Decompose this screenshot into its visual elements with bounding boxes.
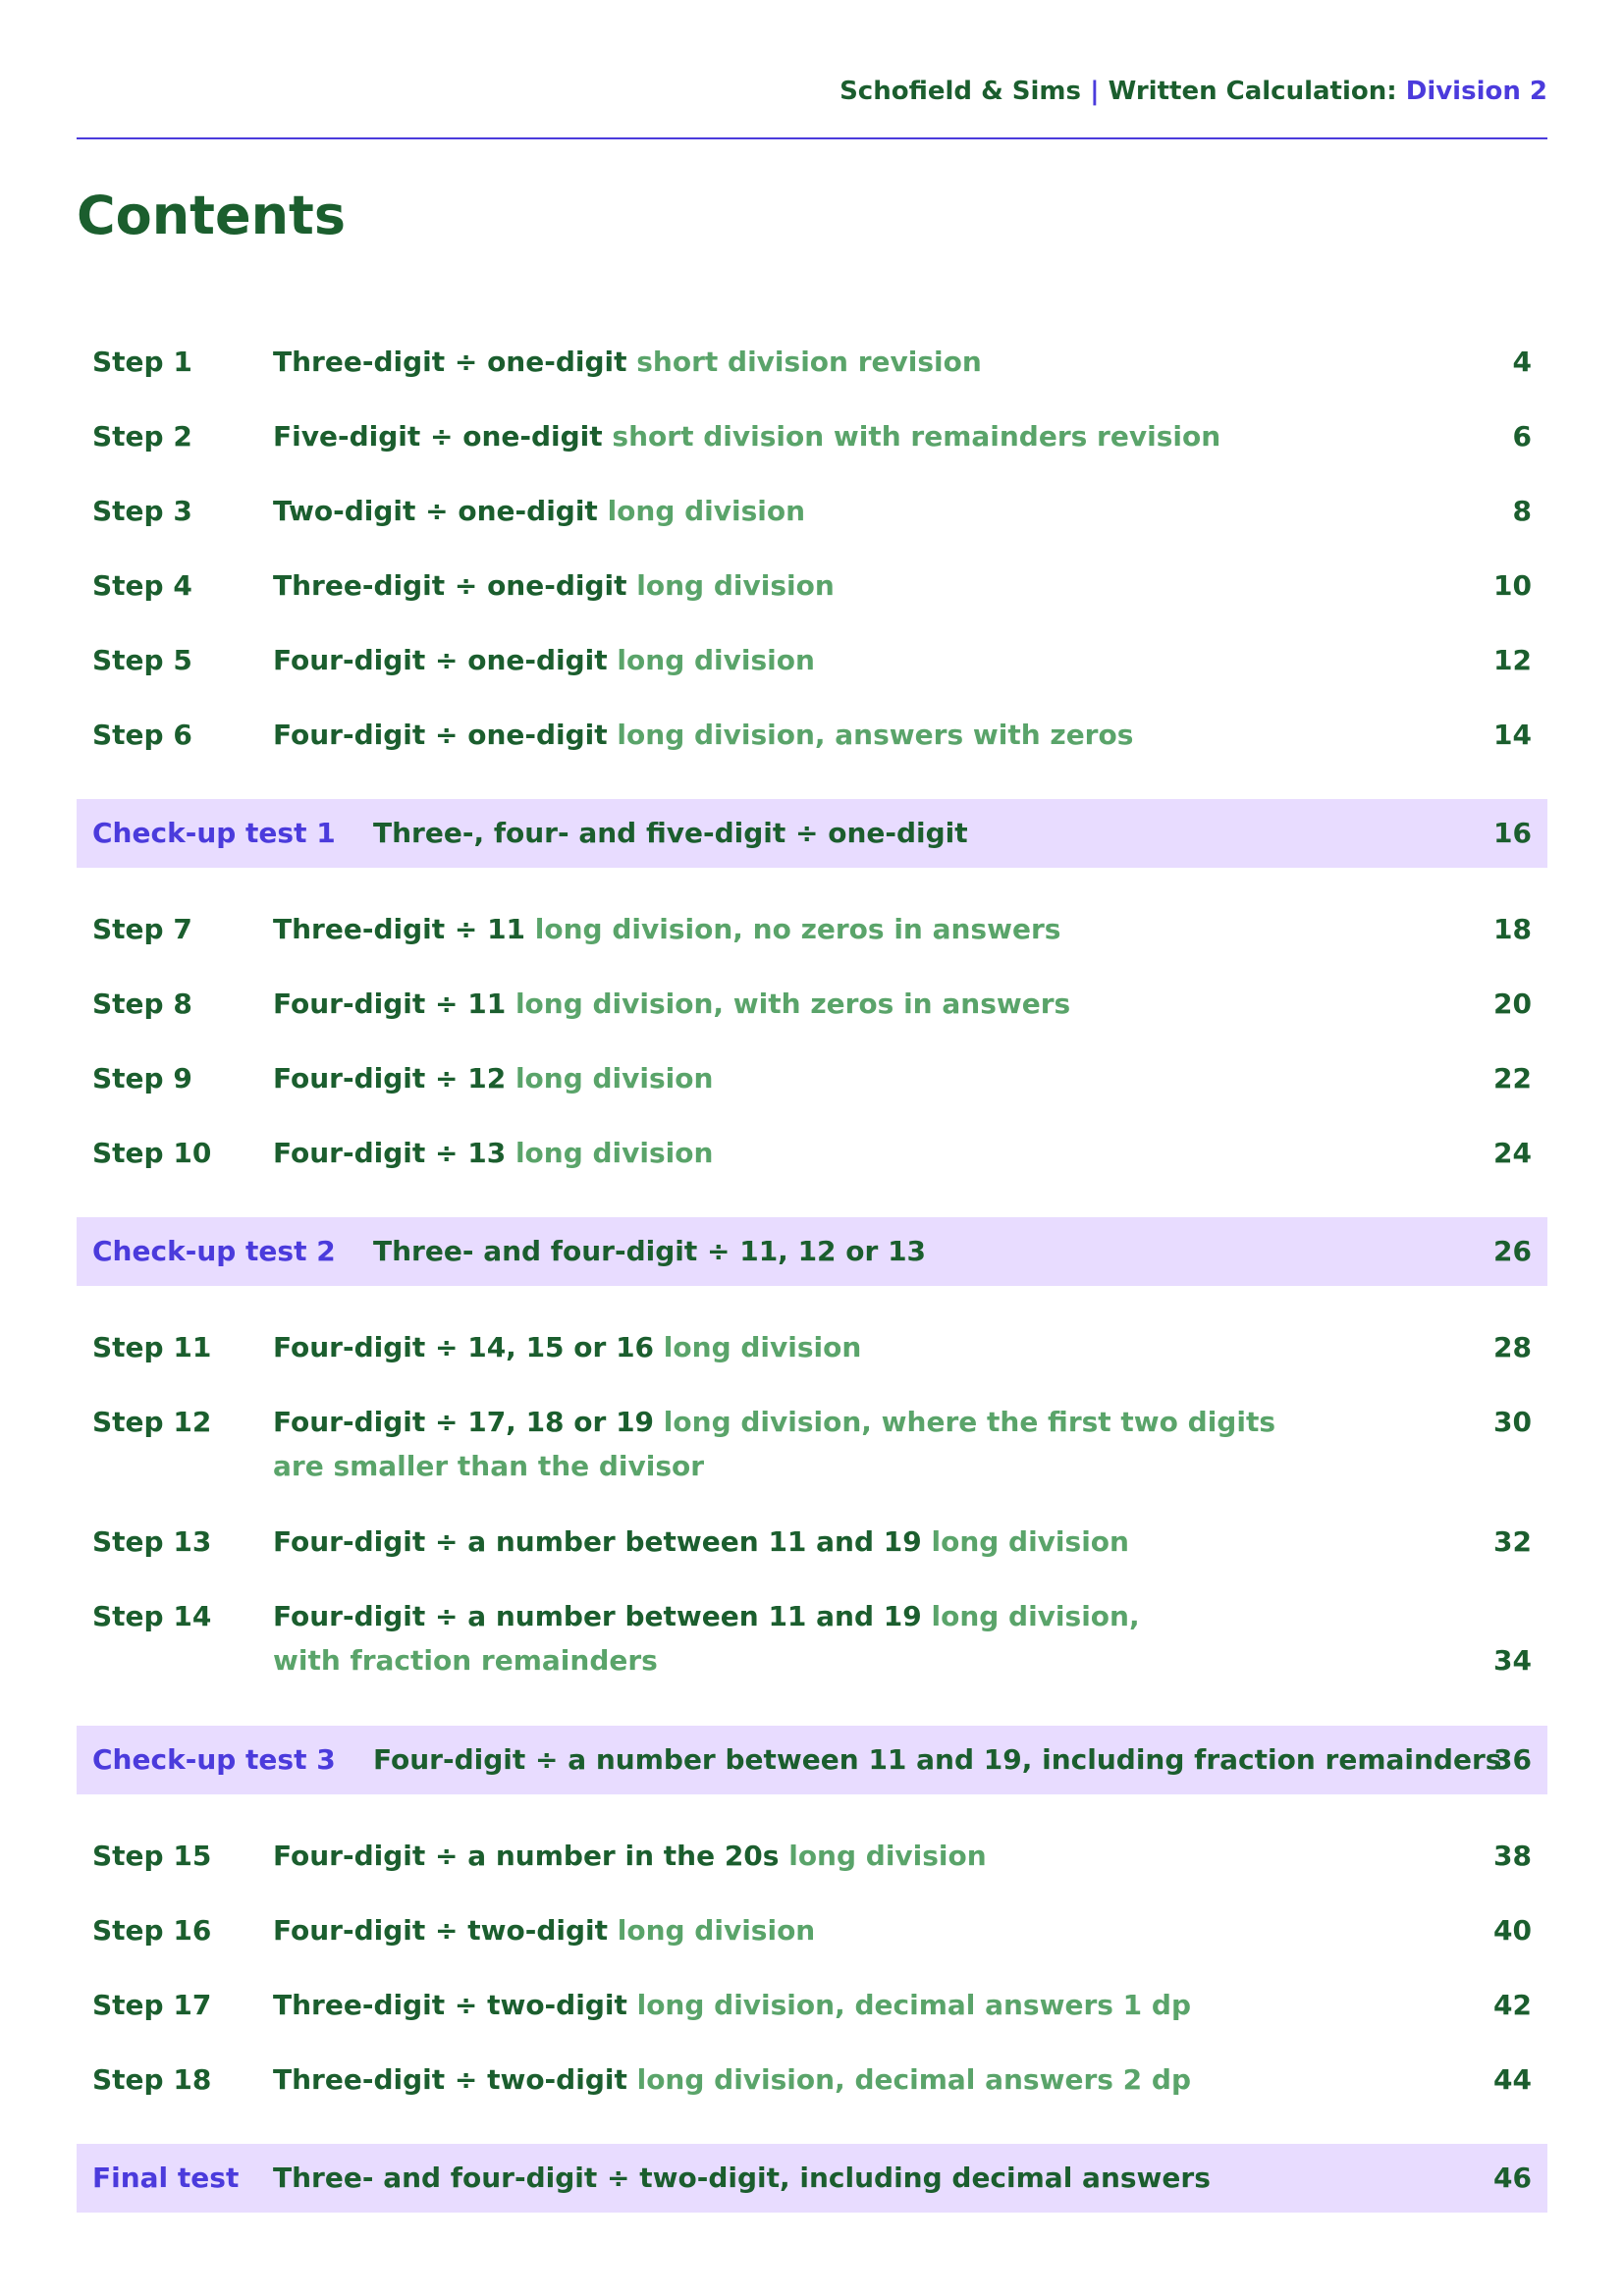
series-name: Written Calculation: bbox=[1108, 77, 1397, 106]
entry-description bbox=[273, 1400, 1304, 1488]
entry-page-number: 8 bbox=[1512, 495, 1532, 527]
toc-entry-check-up-test-3[interactable] bbox=[77, 1726, 1547, 1794]
entry-page-number: 46 bbox=[1493, 2162, 1532, 2194]
entry-detail-continued: are smaller than the divisor bbox=[273, 1450, 705, 1482]
entry-description bbox=[273, 2057, 1304, 2102]
entry-page-number: 16 bbox=[1493, 817, 1532, 849]
header-separator: | bbox=[1090, 77, 1100, 106]
entry-main: Three- and four-digit ÷ 11, 12 or 13 bbox=[373, 1235, 927, 1267]
entry-label: Step 7 bbox=[92, 913, 192, 945]
entry-label: Step 5 bbox=[92, 644, 192, 676]
entry-detail: long division, decimal answers 2 dp bbox=[636, 2063, 1191, 2096]
entry-description bbox=[273, 340, 1304, 384]
entry-description bbox=[273, 1131, 1304, 1175]
entry-label: Check-up test 1 bbox=[92, 817, 336, 849]
entry-main: Three-digit ÷ two-digit bbox=[273, 1989, 627, 2021]
entry-page-number: 14 bbox=[1493, 719, 1532, 751]
entry-main: Three-digit ÷ two-digit bbox=[273, 2063, 627, 2096]
entry-page-number: 24 bbox=[1493, 1137, 1532, 1169]
entry-label: Step 11 bbox=[92, 1331, 212, 1363]
entry-description bbox=[273, 1520, 1304, 1564]
entry-description bbox=[273, 907, 1304, 951]
entry-main: Three-digit ÷ 11 bbox=[273, 913, 526, 945]
entry-description bbox=[273, 1834, 1304, 1878]
entry-page-number: 30 bbox=[1493, 1406, 1532, 1438]
entry-detail: long division bbox=[607, 495, 806, 527]
entry-page-number: 28 bbox=[1493, 1331, 1532, 1363]
toc-entry-check-up-test-1[interactable] bbox=[77, 799, 1547, 868]
entry-description bbox=[273, 1908, 1304, 1952]
entry-page-number: 26 bbox=[1493, 1235, 1532, 1267]
entry-detail: long division, no zeros in answers bbox=[534, 913, 1061, 945]
entry-page-number: 10 bbox=[1493, 569, 1532, 602]
entry-main: Three-digit ÷ one-digit bbox=[273, 346, 627, 378]
entry-detail: long division bbox=[636, 569, 835, 602]
header-rule bbox=[77, 137, 1547, 139]
entry-main: Three-, four- and five-digit ÷ one-digit bbox=[373, 817, 968, 849]
entry-main: Four-digit ÷ a number between 11 and 19 bbox=[273, 1600, 922, 1632]
toc-entry-final-test[interactable] bbox=[77, 2144, 1547, 2213]
entry-detail: short division with remainders revision bbox=[612, 420, 1221, 453]
entry-detail: long division, decimal answers 1 dp bbox=[636, 1989, 1191, 2021]
entry-label: Step 12 bbox=[92, 1406, 212, 1438]
entry-main: Three- and four-digit ÷ two-digit, including decimal answers bbox=[273, 2162, 1211, 2194]
entry-page-number: 44 bbox=[1493, 2063, 1532, 2096]
entry-main: Two-digit ÷ one-digit bbox=[273, 495, 598, 527]
entry-main: Four-digit ÷ 11 bbox=[273, 988, 507, 1020]
entry-main: Five-digit ÷ one-digit bbox=[273, 420, 603, 453]
entry-label: Step 1 bbox=[92, 346, 192, 378]
entry-detail-continued: with fraction remainders bbox=[273, 1644, 658, 1677]
entry-page-number: 20 bbox=[1493, 988, 1532, 1020]
entry-description bbox=[273, 1983, 1304, 2027]
entry-label: Step 18 bbox=[92, 2063, 212, 2096]
entry-label: Step 3 bbox=[92, 495, 192, 527]
entry-main: Four-digit ÷ a number in the 20s bbox=[273, 1840, 780, 1872]
entry-label: Step 13 bbox=[92, 1525, 212, 1558]
page-title: Contents bbox=[77, 185, 347, 246]
entry-page-number: 42 bbox=[1493, 1989, 1532, 2021]
entry-detail: long division bbox=[663, 1331, 862, 1363]
entry-main: Four-digit ÷ a number between 11 and 19 bbox=[273, 1525, 922, 1558]
entry-detail: short division revision bbox=[636, 346, 982, 378]
entry-detail: long division bbox=[617, 1914, 816, 1947]
entry-detail: long division, answers with zeros bbox=[617, 719, 1134, 751]
entry-description bbox=[273, 414, 1304, 458]
entry-page-number: 36 bbox=[1493, 1743, 1532, 1776]
entry-detail: long division, with zeros in answers bbox=[514, 988, 1071, 1020]
entry-main: Four-digit ÷ two-digit bbox=[273, 1914, 608, 1947]
entry-detail: long division, bbox=[931, 1600, 1140, 1632]
entry-page-number: 6 bbox=[1512, 420, 1532, 453]
entry-description bbox=[273, 982, 1304, 1026]
entry-description bbox=[273, 713, 1304, 757]
entry-detail: long division bbox=[931, 1525, 1129, 1558]
entry-label: Step 16 bbox=[92, 1914, 212, 1947]
book-name: Division 2 bbox=[1405, 77, 1547, 106]
entry-label: Step 2 bbox=[92, 420, 192, 453]
entry-page-number: 34 bbox=[1493, 1644, 1532, 1677]
entry-label: Step 17 bbox=[92, 1989, 212, 2021]
entry-label: Step 14 bbox=[92, 1600, 212, 1632]
entry-main: Four-digit ÷ 12 bbox=[273, 1062, 507, 1095]
entry-main: Four-digit ÷ a number between 11 and 19, including fraction remainders bbox=[373, 1743, 1502, 1776]
entry-description bbox=[273, 638, 1304, 682]
entry-main: Three-digit ÷ one-digit bbox=[273, 569, 627, 602]
entry-page-number: 4 bbox=[1512, 346, 1532, 378]
entry-page-number: 32 bbox=[1493, 1525, 1532, 1558]
entry-page-number: 22 bbox=[1493, 1062, 1532, 1095]
entry-page-number: 38 bbox=[1493, 1840, 1532, 1872]
entry-label: Step 4 bbox=[92, 569, 192, 602]
running-header bbox=[839, 77, 1547, 106]
entry-page-number: 18 bbox=[1493, 913, 1532, 945]
entry-description bbox=[273, 1325, 1304, 1369]
entry-description bbox=[273, 563, 1304, 608]
entry-description bbox=[273, 1056, 1304, 1100]
entry-detail: long division bbox=[514, 1062, 714, 1095]
entry-page-number: 12 bbox=[1493, 644, 1532, 676]
entry-label: Check-up test 2 bbox=[92, 1235, 336, 1267]
entry-main: Four-digit ÷ one-digit bbox=[273, 719, 608, 751]
entry-main: Four-digit ÷ one-digit bbox=[273, 644, 608, 676]
entry-description bbox=[273, 1594, 1304, 1682]
entry-label: Step 8 bbox=[92, 988, 192, 1020]
publisher-name: Schofield & Sims bbox=[839, 77, 1081, 106]
entry-description bbox=[273, 489, 1304, 533]
entry-main: Four-digit ÷ 17, 18 or 19 bbox=[273, 1406, 655, 1438]
entry-label: Step 10 bbox=[92, 1137, 212, 1169]
entry-detail: long division, where the first two digits bbox=[663, 1406, 1275, 1438]
entry-label: Step 15 bbox=[92, 1840, 212, 1872]
entry-page-number: 40 bbox=[1493, 1914, 1532, 1947]
entry-detail: long division bbox=[617, 644, 815, 676]
toc-entry-check-up-test-2[interactable] bbox=[77, 1217, 1547, 1286]
entry-label: Step 9 bbox=[92, 1062, 192, 1095]
entry-detail: long division bbox=[788, 1840, 987, 1872]
entry-label: Check-up test 3 bbox=[92, 1743, 336, 1776]
entry-detail: long division bbox=[514, 1137, 714, 1169]
entry-main: Four-digit ÷ 14, 15 or 16 bbox=[273, 1331, 655, 1363]
entry-label: Final test bbox=[92, 2162, 240, 2194]
entry-label: Step 6 bbox=[92, 719, 192, 751]
entry-main: Four-digit ÷ 13 bbox=[273, 1137, 507, 1169]
